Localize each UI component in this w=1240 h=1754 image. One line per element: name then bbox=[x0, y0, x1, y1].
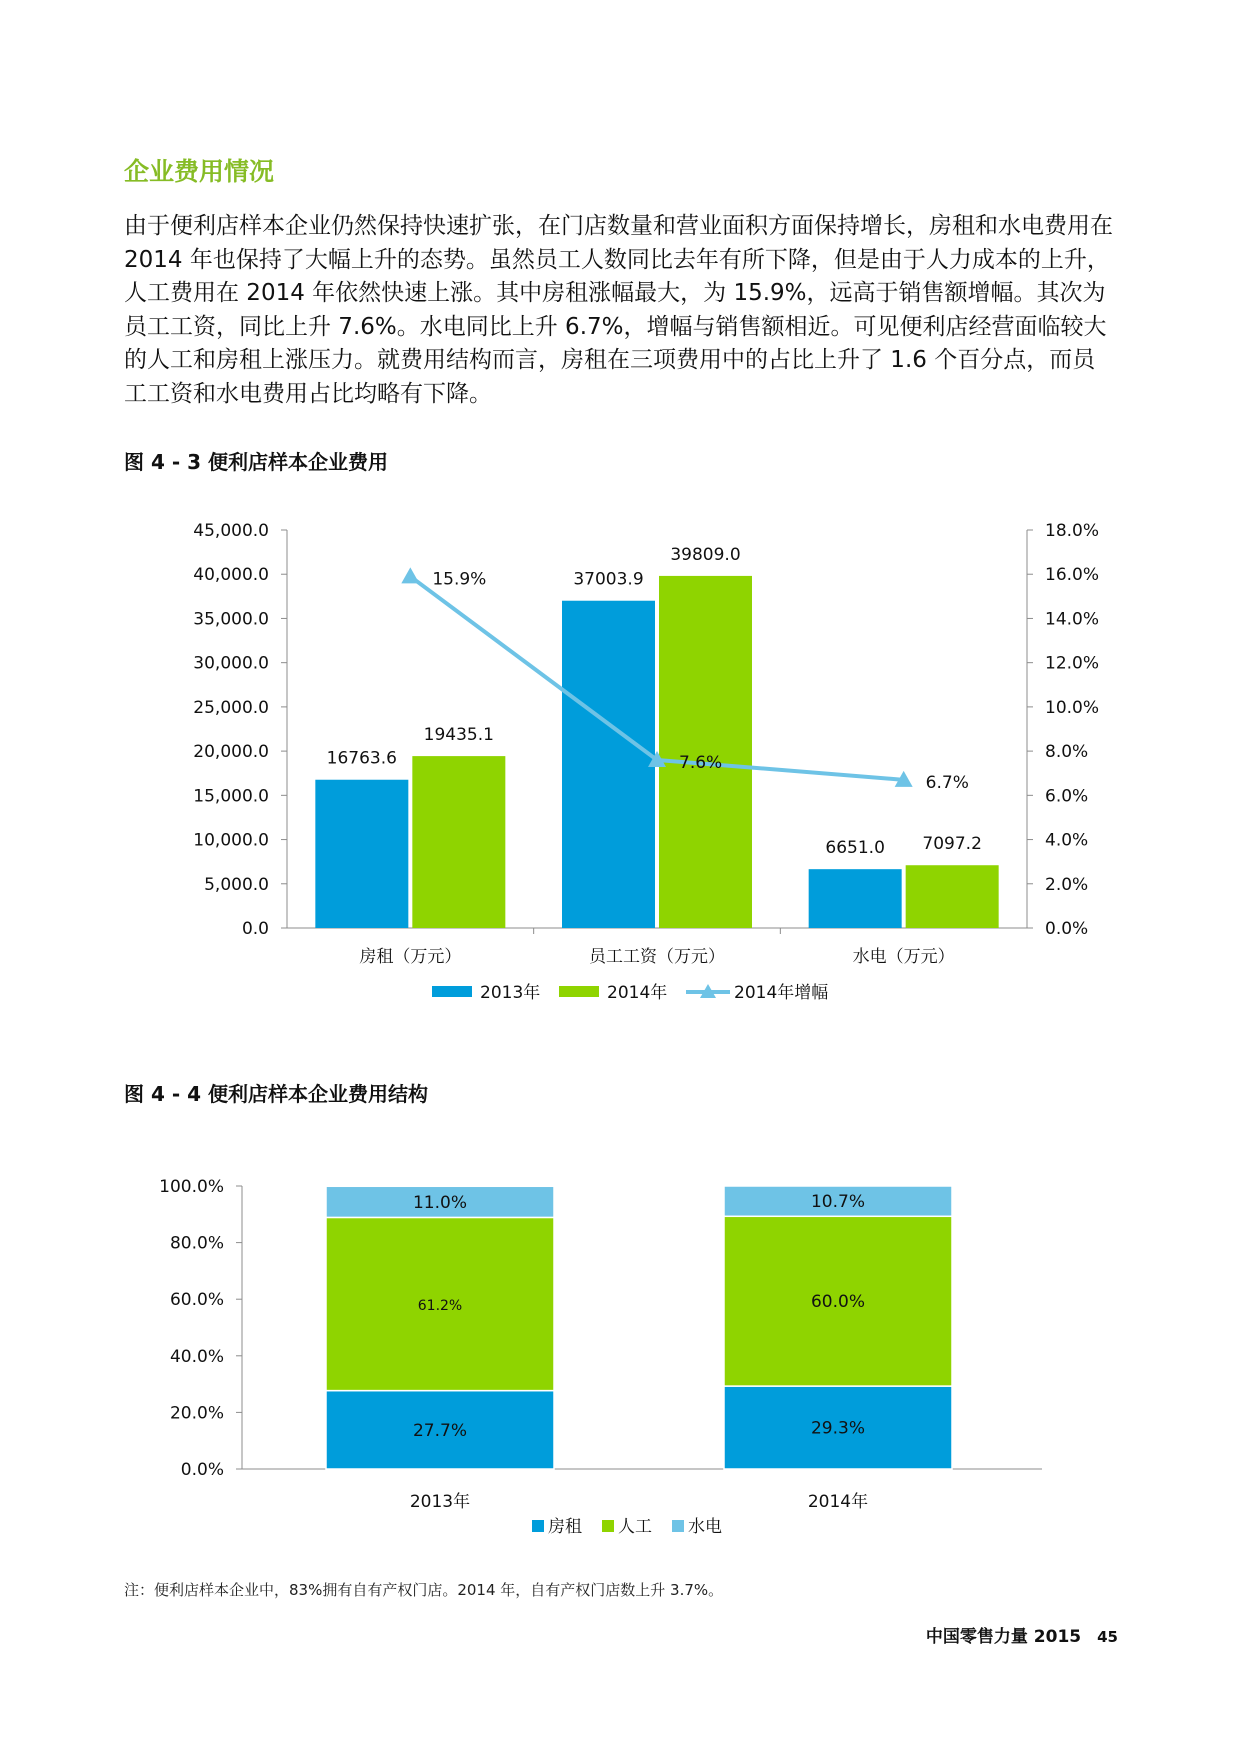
y-tick-label: 60.0% bbox=[169, 1290, 224, 1311]
bar-value-label: 7097.2 bbox=[922, 834, 982, 855]
legend-label: 水电 bbox=[688, 1517, 722, 1537]
y-tick-label: 40,000.0 bbox=[193, 565, 269, 586]
legend-label: 2014年增幅 bbox=[734, 983, 829, 1003]
legend-swatch bbox=[532, 1520, 544, 1532]
y2-tick-label: 8.0% bbox=[1045, 742, 1089, 763]
page-number: 45 bbox=[1097, 1628, 1118, 1646]
segment-value-label: 10.7% bbox=[810, 1192, 866, 1213]
legend-label: 2014年 bbox=[607, 983, 668, 1003]
y-tick-label: 20.0% bbox=[169, 1403, 224, 1424]
y-tick-label: 25,000.0 bbox=[193, 697, 269, 718]
x-category-label: 水电（万元） bbox=[852, 947, 955, 967]
figure-4-3-title: 图 4 - 3 便利店样本企业费用 bbox=[124, 450, 388, 474]
segment-value-label: 27.7% bbox=[412, 1420, 468, 1441]
x-category-label: 2013年 bbox=[409, 1492, 471, 1512]
bar-value-label: 16763.6 bbox=[326, 748, 397, 769]
x-category-label: 房租（万元） bbox=[359, 947, 462, 967]
page-footer bbox=[926, 1622, 1118, 1647]
legend-label: 人工 bbox=[618, 1517, 652, 1537]
y-tick-label: 35,000.0 bbox=[193, 609, 269, 630]
bar-value-label: 19435.1 bbox=[423, 725, 494, 746]
bar-value-label: 39809.0 bbox=[670, 544, 741, 565]
growth-line bbox=[410, 576, 903, 779]
y-tick-label: 15,000.0 bbox=[193, 786, 269, 807]
bar-2014 bbox=[412, 756, 505, 928]
growth-value-label: 15.9% bbox=[432, 569, 487, 590]
section-title: 企业费用情况 bbox=[124, 157, 275, 186]
y2-tick-label: 2.0% bbox=[1045, 874, 1089, 895]
y-tick-label: 30,000.0 bbox=[193, 653, 269, 674]
bar-2013 bbox=[809, 869, 902, 928]
y2-tick-label: 6.0% bbox=[1045, 786, 1089, 807]
segment-value-label: 29.3% bbox=[810, 1418, 866, 1439]
growth-value-label: 6.7% bbox=[925, 772, 969, 793]
y-tick-label: 0.0% bbox=[180, 1460, 224, 1480]
footnote: 注：便利店样本企业中，83%拥有自有产权门店。2014 年，自有产权门店数上升 3.7%。 bbox=[124, 1581, 724, 1599]
y-tick-label: 40.0% bbox=[169, 1346, 224, 1367]
x-category-label: 2014年 bbox=[807, 1492, 869, 1512]
y2-tick-label: 4.0% bbox=[1045, 830, 1089, 851]
segment-value-label: 61.2% bbox=[417, 1298, 463, 1315]
legend-swatch bbox=[432, 986, 472, 997]
bar-2014 bbox=[659, 576, 752, 928]
x-category-label: 员工工资（万元） bbox=[589, 947, 725, 967]
figure-4-4-title: 图 4 - 4 便利店样本企业费用结构 bbox=[124, 1082, 428, 1106]
y2-tick-label: 18.0% bbox=[1045, 521, 1100, 541]
legend-swatch bbox=[602, 1520, 614, 1532]
expense-structure-stacked-chart bbox=[0, 1140, 1240, 1560]
expense-bar-line-chart bbox=[0, 500, 1240, 1020]
bar-value-label: 37003.9 bbox=[573, 569, 644, 590]
growth-marker bbox=[401, 567, 419, 583]
y2-tick-label: 16.0% bbox=[1045, 565, 1100, 586]
y2-tick-label: 10.0% bbox=[1045, 697, 1100, 718]
y-tick-label: 45,000.0 bbox=[193, 521, 269, 541]
y-tick-label: 80.0% bbox=[169, 1233, 224, 1254]
y-tick-label: 5,000.0 bbox=[204, 874, 269, 895]
y-tick-label: 100.0% bbox=[159, 1177, 224, 1197]
y-tick-label: 0.0 bbox=[241, 919, 269, 939]
bar-2013 bbox=[562, 601, 655, 928]
bar-2014 bbox=[906, 865, 999, 928]
legend-swatch bbox=[672, 1520, 684, 1532]
publication-name: 中国零售力量 2015 bbox=[925, 1627, 1082, 1647]
y2-tick-label: 12.0% bbox=[1045, 653, 1100, 674]
bar-value-label: 6651.0 bbox=[825, 838, 885, 859]
body-paragraph: 由于便利店样本企业仍然保持快速扩张，在门店数量和营业面积方面保持增长，房租和水电费用在 2014 年也保持了大幅上升的态势。虽然员工人数同比去年有所下降，但是由于人力成本的上升，人工费用在 2014 年依然快速上涨。其中房租涨幅最大，为 15.9%，远高于销售额增幅。其次为员工工资，同比上升 7.6%。水电同比上升 6.7%，增幅与销售额相近。可见便利店经营面临较大的人工和房租上涨压力。就费用结构而言，房租在三项费用中的占比上升了 1.6 个百分点，而员工工资和水电费用占比均略有下降。 bbox=[124, 213, 1113, 407]
legend-swatch bbox=[559, 986, 599, 997]
segment-value-label: 60.0% bbox=[810, 1292, 866, 1313]
y-tick-label: 10,000.0 bbox=[193, 830, 269, 851]
y-tick-label: 20,000.0 bbox=[193, 742, 269, 763]
legend-label: 房租 bbox=[548, 1517, 582, 1537]
segment-value-label: 11.0% bbox=[412, 1192, 468, 1213]
y2-tick-label: 14.0% bbox=[1045, 609, 1100, 630]
growth-value-label: 7.6% bbox=[679, 752, 723, 773]
legend-label: 2013年 bbox=[480, 983, 541, 1003]
bar-2013 bbox=[315, 780, 408, 928]
y2-tick-label: 0.0% bbox=[1045, 919, 1089, 939]
